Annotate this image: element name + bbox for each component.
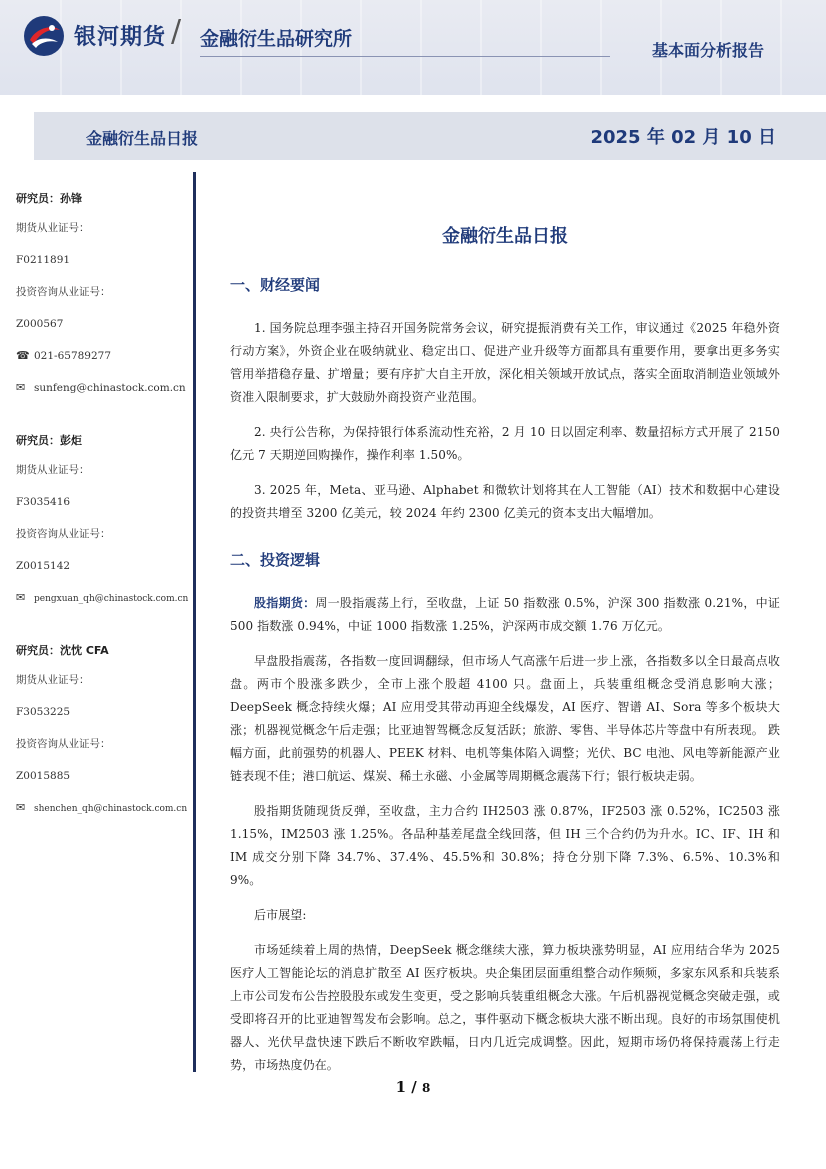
invest-license-number: Z000567 [16, 318, 64, 330]
invest-license-number: Z0015885 [16, 770, 71, 782]
galaxy-logo-icon [22, 14, 66, 58]
news-paragraph: 2. 央行公告称，为保持银行体系流动性充裕，2 月 10 日以固定利率、数量招标方式开展了 2150 亿元 7 天期逆回购操作，操作利率 1.50%。 [230, 425, 780, 462]
license-number: F0211891 [16, 254, 71, 266]
index-futures-summary [230, 592, 780, 638]
news-paragraph: 1. 国务院总理李强主持召开国务院常务会议，研究提振消费有关工作，审议通过《2025 年稳外资行动方案》，外资企业在吸纳就业、稳定出口、促进产业升级等方面都具有重要作用，要拿出更多务实管用举措稳存量、扩增量；要有序扩大自主开放，深化相关领域开放试点，落实全面取消制造业领域外资准入限制要求，扩大鼓励外商投资产业范围。 [230, 321, 780, 404]
phone-row [16, 340, 188, 372]
analyst-sidebar [16, 186, 188, 848]
invest-license-number: Z0015142 [16, 560, 71, 572]
license-number: F3053225 [16, 706, 71, 718]
outlook-paragraph: 市场延续着上周的热情，DeepSeek 概念继续大涨，算力板块涨势明显，AI 应用结合华为 2025 医疗人工智能论坛的消息扩散至 AI 医疗板块。央企集团层面重组整合动作频频，多家东风系和兵装系上市公司发布公告控股股东或发生变更，受之影响兵装重组概念大涨。午后机器视觉概念突破走强，或受即将召开的比亚迪智驾发布会影响。总之，事件驱动下概念板块大涨不断出现。良好的市场氛围使机器人、光伏早盘快速下跌后不断收窄跌幅，日内几近完成调整。因此，短期市场仍将保持震荡上行走势，市场热度仍在。 [230, 943, 780, 1072]
invest-license-label: 投资咨询从业证号： [16, 286, 111, 298]
analyst-block [16, 186, 188, 404]
brand-department: 金融衍生品研究所 [200, 28, 353, 50]
index-futures-label: 股指期货： [254, 596, 316, 610]
page-number [0, 1078, 826, 1096]
license-number: F3035416 [16, 496, 71, 508]
brand-name: 银河期货 [74, 25, 167, 50]
report-date: 2025 年 02 月 10 日 [590, 127, 776, 148]
email-address: sunfeng@chinastock.com.cn [34, 382, 186, 394]
phone-number: 021-65789277 [34, 350, 112, 362]
license-label: 期货从业证号： [16, 222, 90, 234]
main-content [230, 214, 780, 1089]
current-page: 1 [395, 1078, 407, 1096]
section-heading-news: 一、财经要闻 [230, 276, 321, 294]
email-address: shenchen_qh@chinastock.com.cn [34, 804, 188, 814]
invest-license-label: 投资咨询从业证号： [16, 738, 111, 750]
index-futures-text: 周一股指震荡上行，至收盘，上证 50 指数涨 0.5%，沪深 300 指数涨 0.21%，中证 500 指数涨 0.94%，中证 1000 指数涨 1.25%，沪深两市成交额 1.76 万亿元。 [230, 596, 780, 633]
analyst-name: 研究员：彭炬 [16, 434, 82, 447]
section-heading-logic: 二、投资逻辑 [230, 551, 321, 569]
analyst-block [16, 638, 188, 824]
brand-slash: / [171, 14, 182, 49]
email-row [16, 792, 188, 824]
news-paragraph: 3. 2025 年，Meta、亚马逊、Alphabet 和微软计划将其在人工智能（AI）技术和数据中心建设的投资共增至 3200 亿美元，较 2024 年约 2300 亿美元的资本支出大幅增加。 [230, 483, 780, 520]
document-title: 金融衍生品日报 [442, 226, 568, 247]
analyst-block [16, 428, 188, 614]
phone-icon: ☎ [16, 349, 30, 362]
email-row [16, 372, 188, 404]
invest-license-label: 投资咨询从业证号： [16, 528, 111, 540]
vertical-divider [193, 172, 196, 1072]
analysis-paragraph: 早盘股指震荡，各指数一度回调翻绿，但市场人气高涨午后进一步上涨，各指数多以全日最高点收盘。两市个股涨多跌少，全市上涨个股超 4100 只。盘面上，兵装重组概念受消息影响大涨；DeepSeek 概念持续火爆；AI 应用受其带动再迎全线爆发，AI 医疗、智谱 AI、Sora 等多个板块大涨；机器视觉概念午后走强；比亚迪智驾概念反复活跃；旅游、零售、半导体芯片等盘中有所表现。 跌幅方面，此前强势的机器人、PEEK 材料、电机等集体陷入调整；光伏、BC 电池、风电等新能源产业链表现不佳；港口航运、煤炭、稀土永磁、小金属等周期概念震荡下行；银行板块走弱。 [230, 654, 780, 783]
analyst-name: 研究员：沈忱 CFA [16, 644, 109, 657]
license-label: 期货从业证号： [16, 464, 90, 476]
email-icon: ✉ [16, 591, 26, 604]
email-icon: ✉ [16, 381, 26, 394]
total-pages: 8 [422, 1081, 431, 1095]
license-label: 期货从业证号： [16, 674, 90, 686]
page-separator: / [411, 1078, 417, 1096]
analysis-paragraph: 股指期货随现货反弹，至收盘，主力合约 IH2503 涨 0.87%，IF2503 涨 0.52%，IC2503 涨 1.15%，IM2503 涨 1.25%。各品种基差尾盘全线回落，但 IH 三个合约仍为升水。IC、IF、IH 和 IM 成交分别下降 34.7%、37.4%、45.5%和 30.8%；持仓分别下降 7.3%、6.5%、10.3%和 9%。 [230, 804, 780, 887]
report-type: 基本面分析报告 [651, 41, 764, 60]
report-series-title: 金融衍生品日报 [86, 129, 199, 148]
email-address: pengxuan_qh@chinastock.com.cn [34, 594, 189, 604]
email-row [16, 582, 188, 614]
outlook-label: 后市展望: [254, 908, 307, 922]
analyst-name: 研究员：孙锋 [16, 192, 82, 205]
email-icon: ✉ [16, 801, 26, 814]
header-divider [200, 56, 610, 57]
